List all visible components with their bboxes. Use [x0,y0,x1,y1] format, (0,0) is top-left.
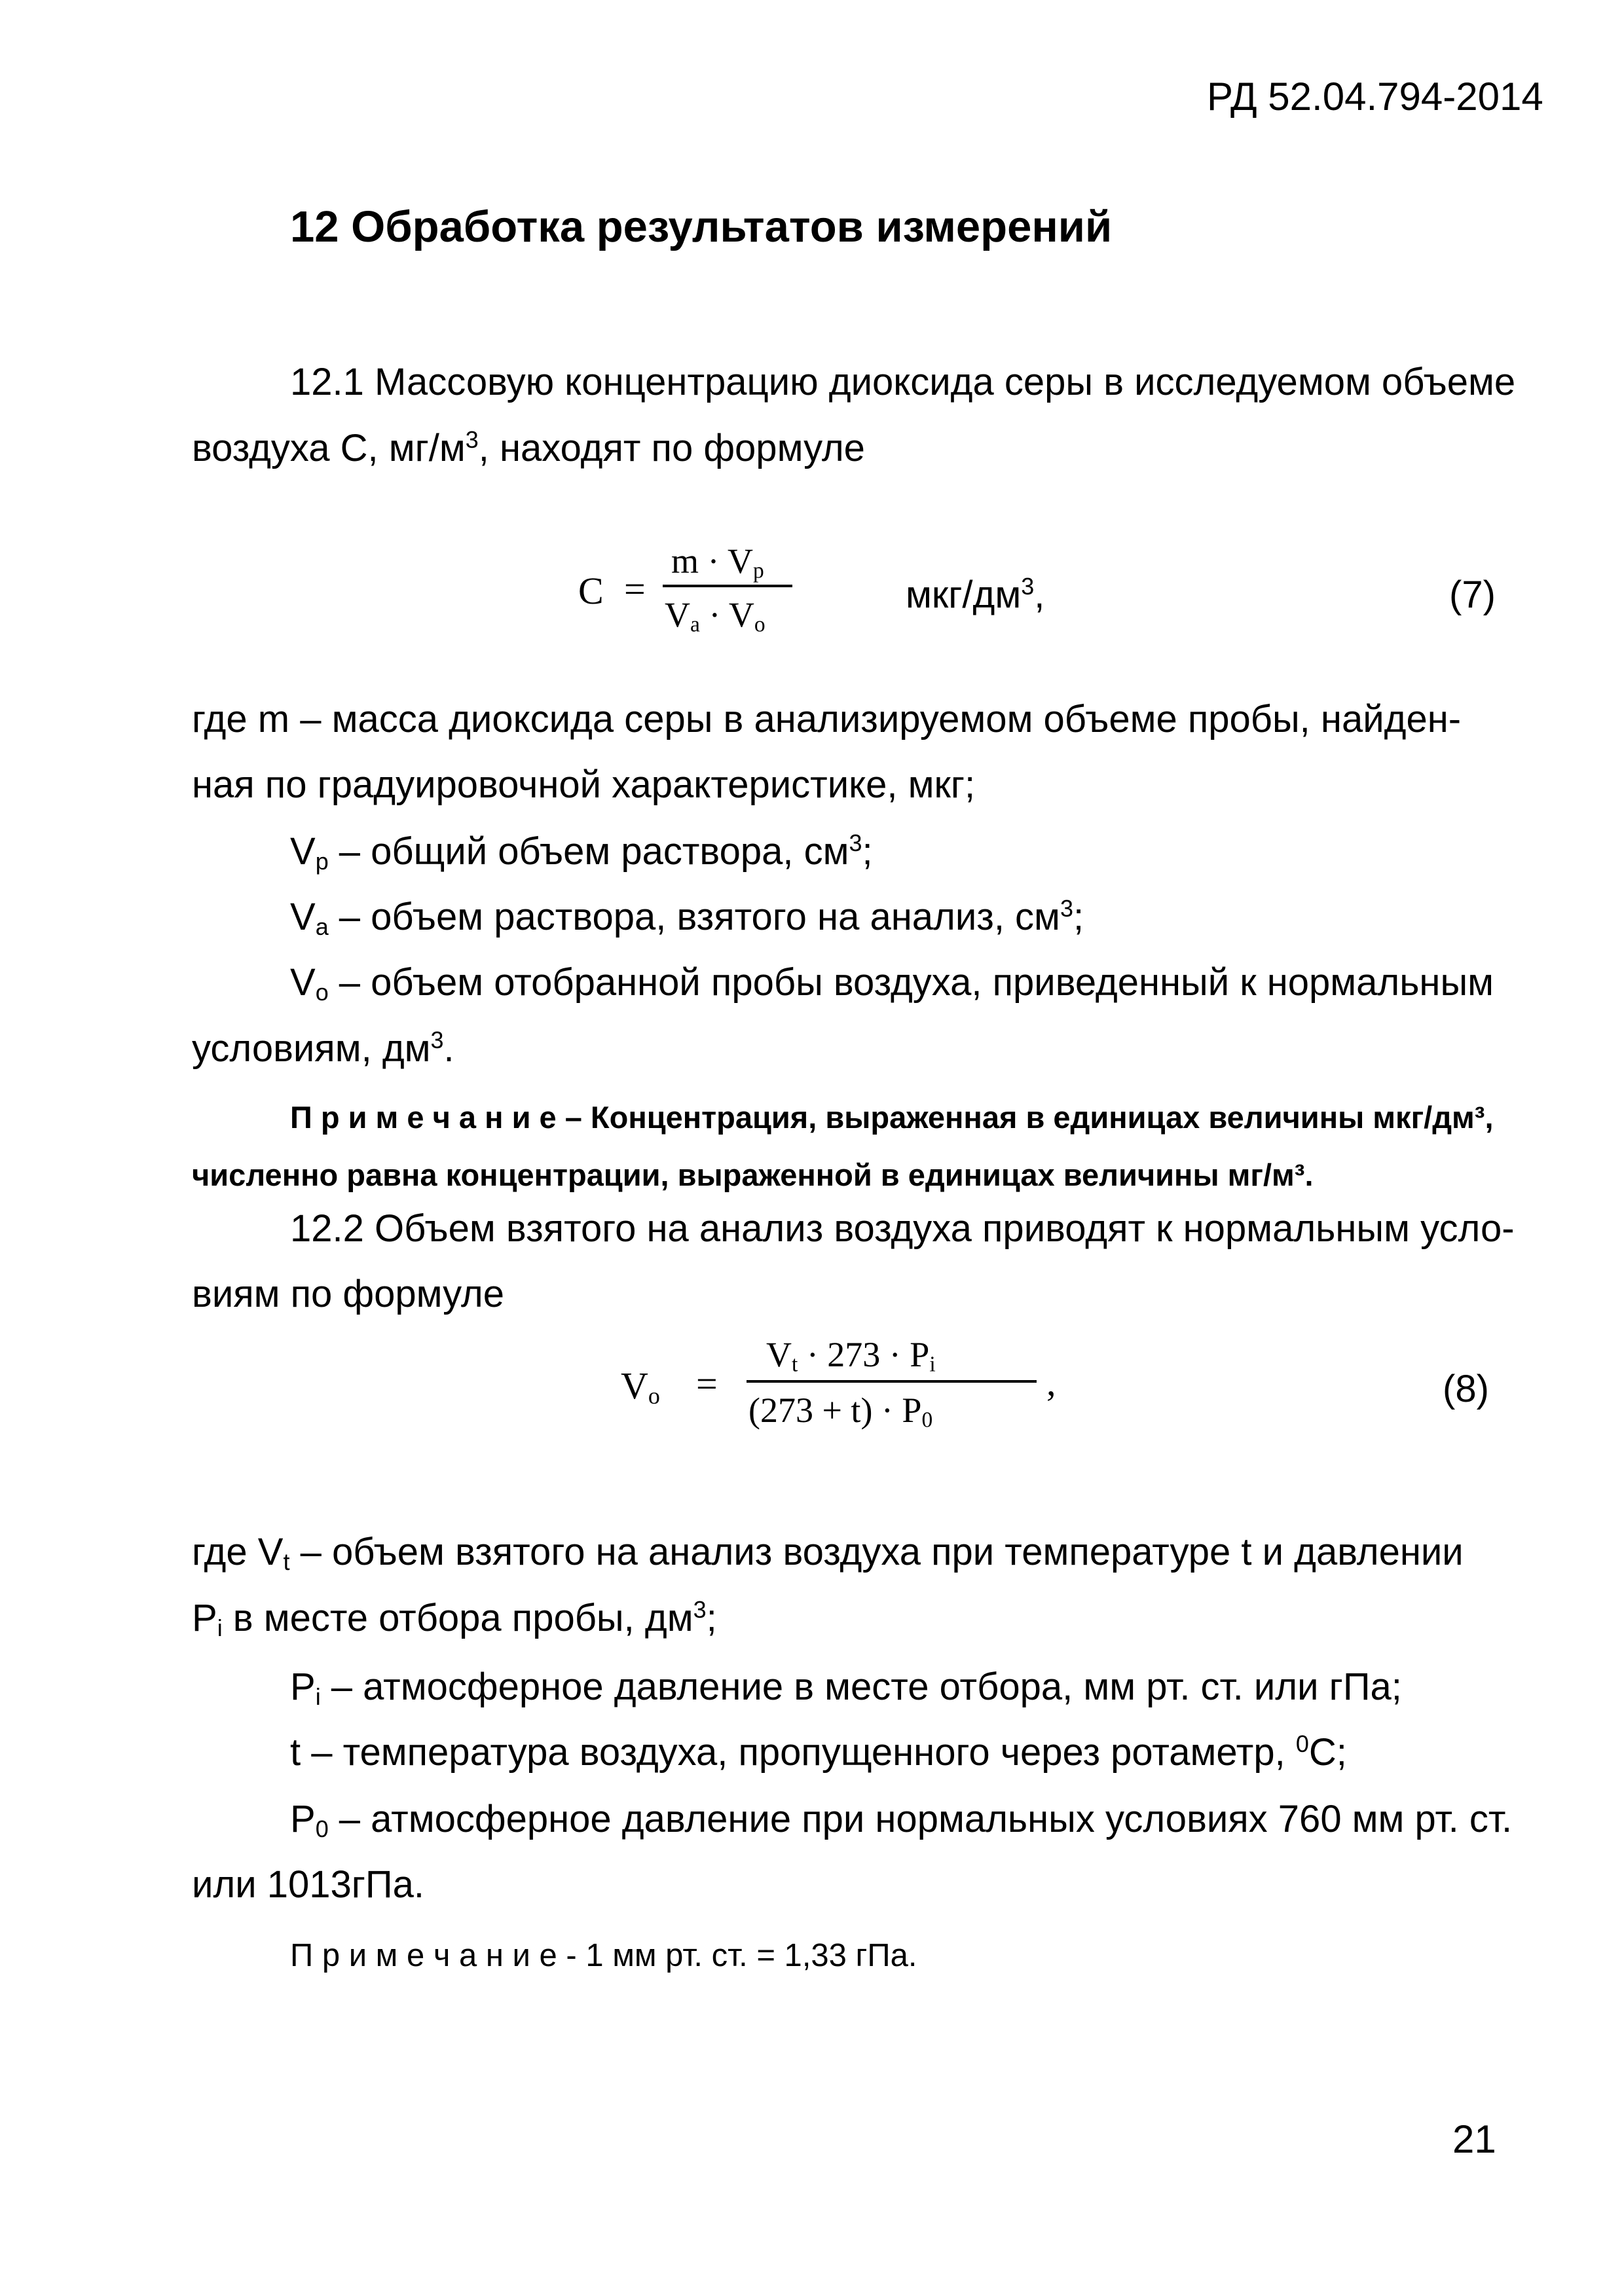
formula-8-equals: = [696,1362,718,1405]
where-p0-line-1: $P_0$ – атмосферное давление при нормальных условиях 760 мм рт. ст. [290,1798,1513,1842]
where-p0-line-2: или 1013гПа. [192,1863,424,1906]
formula-8-denominator: $(273 + t) \cdot P_0$ [748,1391,933,1432]
where-m-line-1: где m – масса диоксида серы в анализируемом объеме пробы, найден- [192,698,1462,740]
page-number: 21 [1452,2117,1496,2161]
formula-7-numerator: $m \cdot V_p$ [671,541,764,583]
where-vt-line-1: где $V_t$ – объем взятого на анализ воздуха при температуре t и давлении [192,1531,1464,1575]
formula-8-numerator: $V_t \cdot 273 \cdot P_i$ [766,1335,936,1377]
paragraph-12-1-line-1: 12.1 Массовую концентрацию диоксида серы в исследуемом объеме [290,361,1516,403]
note-1-line-1: П р и м е ч а н и е – Концентрация, выраженная в единицах величины мкг/дм³, [290,1100,1494,1135]
paragraph-12-2-line-2: виям по формуле [192,1273,504,1315]
where-vo-line-1: $V_o$ – объем отобранной пробы воздуха, приведенный к нормальным [290,961,1494,1006]
formula-7-equals: = [624,568,646,610]
where-pi: $P_i$ – атмосферное давление в месте отбора, мм рт. ст. или гПа; [290,1666,1402,1710]
formula-8-fraction-bar [747,1380,1037,1383]
where-m-line-2: ная по градуировочной характеристике, мкг; [192,763,976,806]
paragraph-12-1-line-2: воздуха С, $мг/м^3$, находят по формуле [192,426,865,469]
where-t: t – температура воздуха, пропущенного через ротаметр, $^0$С; [290,1730,1347,1774]
where-va: $V_a$ – объем раствора, взятого на анализ, $см^3$; [290,895,1084,940]
note-1-line-2: численно равна концентрации, выраженной в единицах величины мг/м³. [192,1157,1314,1192]
formula-8-lhs: $V_o$ [621,1364,660,1409]
note-1-label: П р и м е ч а н и е [290,1100,557,1135]
formula-7-fraction-bar [663,585,792,587]
formula-7-denominator: $V_a \cdot V_o$ [665,595,766,637]
document-code: РД 52.04.794-2014 [1207,75,1543,118]
formula-7-number: (7) [1449,574,1496,616]
where-vp: $V_p$ – общий объем раствора, $см^3$; [290,829,873,875]
formula-7-unit: мкг/$дм^3$, [906,573,1045,616]
where-vo-line-2: условиям, $дм^3$. [192,1027,454,1070]
formula-8-number: (8) [1443,1368,1489,1410]
note-2: П р и м е ч а н и е - 1 мм рт. ст. = 1,33 гПа. [290,1938,917,1973]
where-vt-line-2: $P_i$ в месте отбора пробы, $дм^3$; [192,1596,717,1641]
formula-7-lhs: C [578,570,604,612]
note-2-label: П р и м е ч а н и е [290,1938,557,1973]
formula-8-comma: , [1046,1361,1056,1404]
section-title: 12 Обработка результатов измерений [290,202,1113,251]
paragraph-12-2-line-1: 12.2 Объем взятого на анализ воздуха приводят к нормальным усло- [290,1207,1515,1250]
